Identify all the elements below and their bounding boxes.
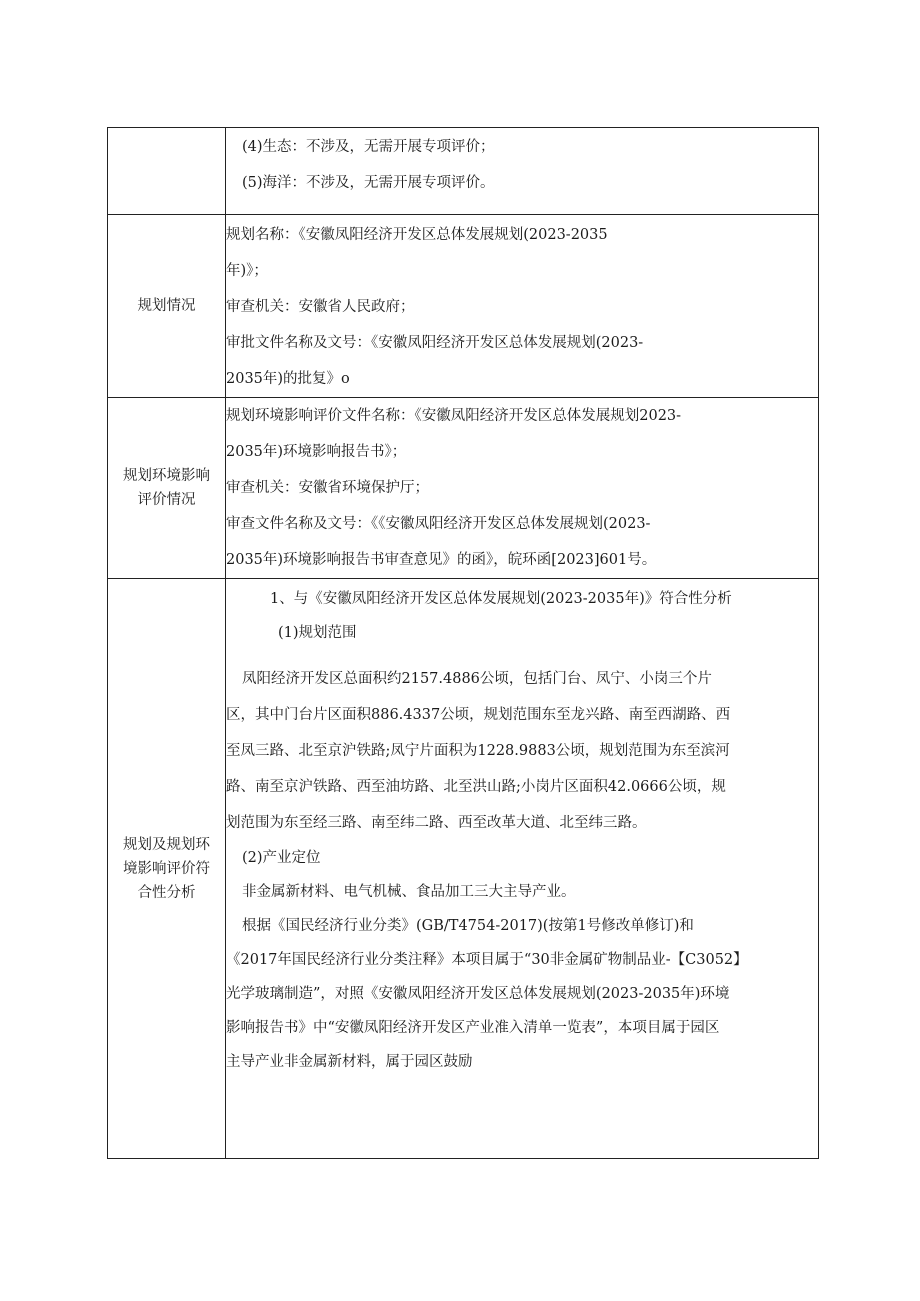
content-line: 规划名称：《安徽凤阳经济开发区总体发展规划(2023-2035	[226, 227, 608, 243]
row-content	[226, 579, 819, 1159]
paragraph-line: 主导产业非金属新材料，属于园区鼓励	[226, 1054, 473, 1070]
paragraph-line: 路、南至京沪铁路、西至油坊路、北至洪山路;小岗片区面积42.0666公顷，规	[226, 779, 726, 795]
content-line: 2035年)环境影响报告书》；	[226, 444, 407, 460]
row-label	[108, 215, 226, 398]
content-line: (4)生态：不涉及，无需开展专项评价；	[242, 139, 495, 155]
paragraph-line: 《2017年国民经济行业分类注释》本项目属于“30非金属矿物制品业-【C3052】	[226, 952, 748, 968]
table-row-plan-info	[108, 215, 819, 398]
row-content	[226, 215, 819, 398]
row-label	[108, 398, 226, 579]
content-line: 审批文件名称及文号：《安徽凤阳经济开发区总体发展规划(2023-	[226, 335, 644, 351]
content-line: 年)》；	[226, 263, 268, 279]
row-label-text: 评价情况	[137, 492, 196, 508]
paragraph-line: 非金属新材料、电气机械、食品加工三大主导产业。	[242, 884, 576, 900]
paragraph-line: 根据《国民经济行业分类》(GB/T4754-2017)(按第1号修改单修订)和	[242, 918, 694, 934]
document-table	[107, 127, 819, 1159]
content-line: (5)海洋：不涉及，无需开展专项评价。	[242, 175, 495, 191]
paragraph-line: 凤阳经济开发区总面积约2157.4886公顷，包括门台、凤宁、小岗三个片	[242, 671, 712, 687]
section-heading: 1、与《安徽凤阳经济开发区总体发展规划(2023-2035年)》符合性分析	[270, 591, 732, 607]
row-label-text: 合性分析	[137, 884, 196, 901]
content-line: 审查机关：安徽省人民政府；	[226, 299, 415, 315]
paragraph-line: 区，其中门台片区面积886.4337公顷，规划范围东至龙兴路、南至西湖路、西	[226, 707, 731, 723]
table-row-compliance	[108, 579, 819, 1159]
table-row-eia-info	[108, 398, 819, 579]
row-label	[108, 579, 226, 1159]
content-line: 审查文件名称及文号：《《安徽凤阳经济开发区总体发展规划(2023-	[226, 516, 651, 532]
row-label-text: 规划情况	[137, 298, 196, 314]
paragraph-line: 光学玻璃制造”，对照《安徽凤阳经济开发区总体发展规划(2023-2035年)环境	[226, 986, 730, 1002]
row-label-text: 规划及规划环	[123, 836, 210, 853]
row-label-text: 规划环境影响	[123, 468, 210, 484]
paragraph-line: 至凤三路、北至京沪铁路;凤宁片面积为1228.9883公顷，规划范围为东至滨河	[226, 743, 730, 759]
row-content	[226, 128, 819, 215]
content-line: 2035年)的批复》o	[226, 371, 350, 387]
content-line: 规划环境影响评价文件名称：《安徽凤阳经济开发区总体发展规划2023-	[226, 408, 682, 424]
row-label-empty	[108, 128, 226, 215]
subsection-heading: (1)规划范围	[278, 625, 357, 641]
row-content	[226, 398, 819, 579]
paragraph-line: 影响报告书》中“安徽凤阳经济开发区产业准入清单一览表”，本项目属于园区	[226, 1020, 720, 1036]
row-label-text: 境影响评价符	[123, 860, 210, 877]
content-line: 2035年)环境影响报告书审查意见》的函》，皖环函[2023]601号。	[226, 552, 657, 568]
subsection-heading: (2)产业定位	[242, 850, 321, 866]
paragraph-line: 划范围为东至经三路、南至纬二路、西至改革大道、北至纬三路。	[226, 815, 647, 831]
table-row-eco-ocean	[108, 128, 819, 215]
content-line: 审查机关：安徽省环境保护厅；	[226, 480, 429, 496]
